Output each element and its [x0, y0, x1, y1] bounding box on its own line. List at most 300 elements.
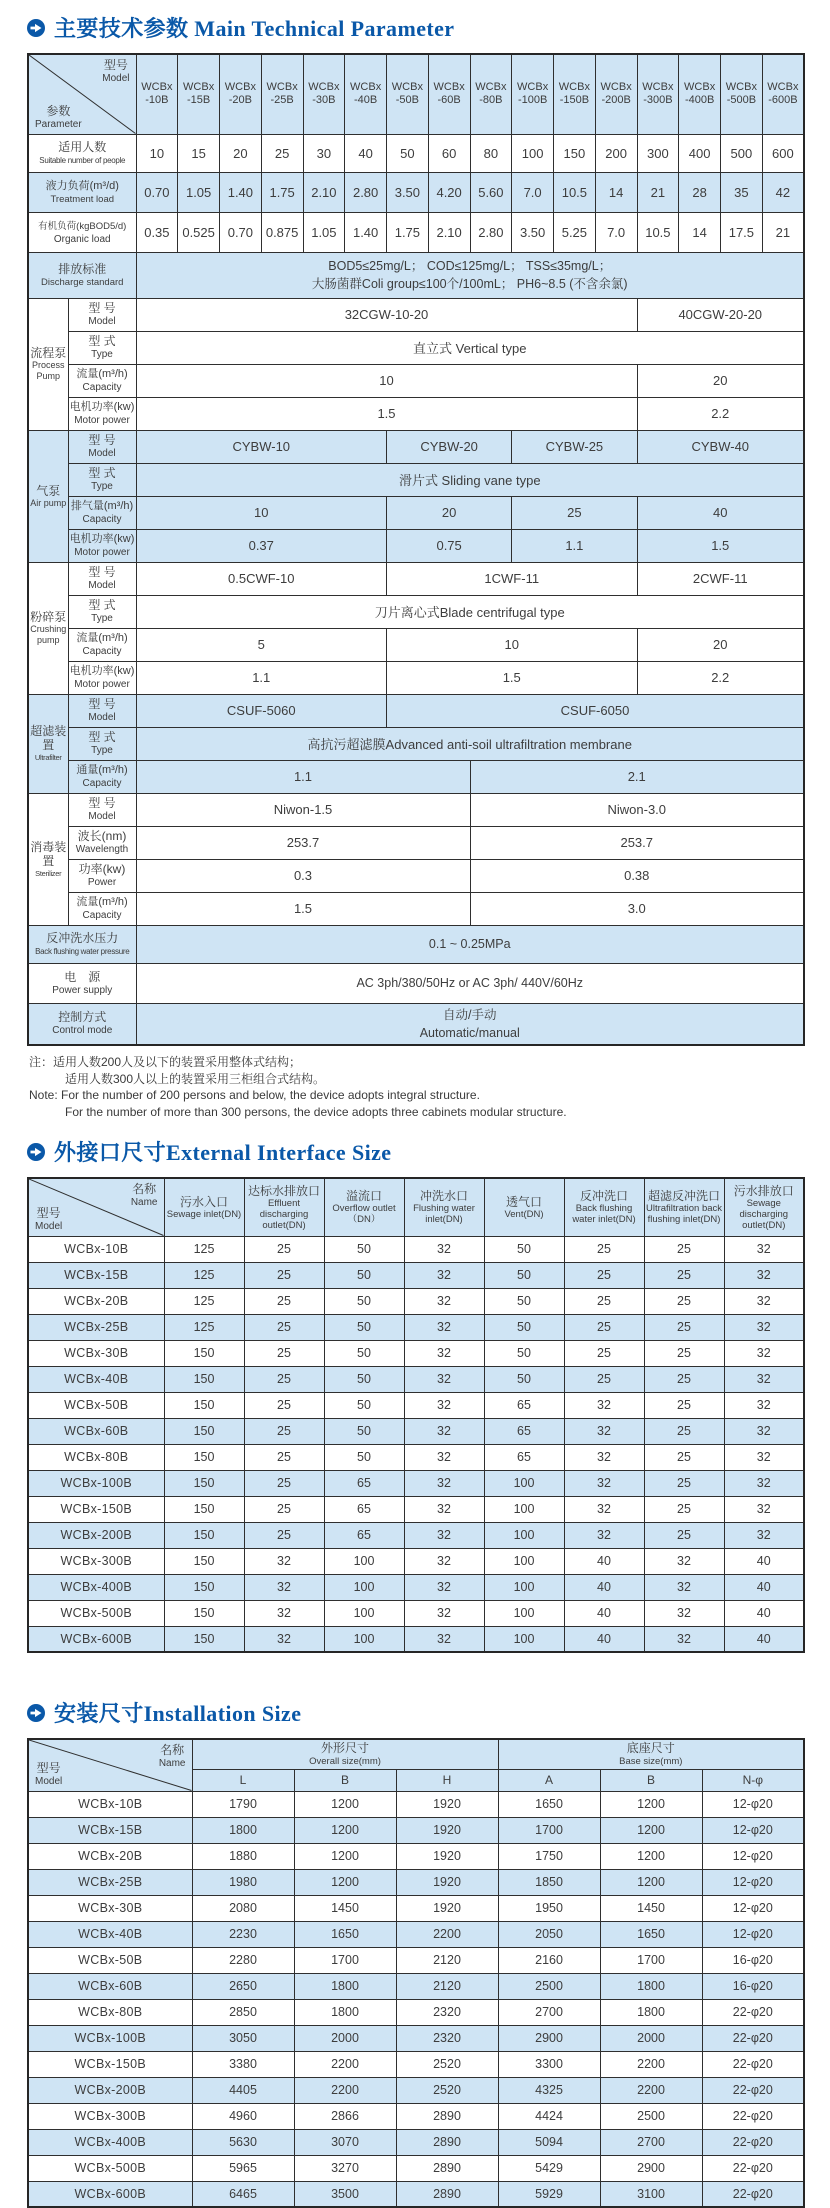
group-label-zh: 粉碎泵: [30, 610, 67, 624]
value-cell: 1.40: [220, 172, 262, 212]
table-row: [28, 1973, 804, 1999]
row-label-cell: [68, 859, 136, 892]
model-header-cell: [136, 54, 178, 134]
arrow-bullet-icon: [27, 1704, 45, 1722]
section-title-main: [27, 12, 805, 43]
model-header-cell: [220, 54, 262, 134]
value-cell: 25: [244, 1470, 324, 1496]
model-header-cell: [762, 54, 804, 134]
table-row: [28, 1470, 804, 1496]
row-label-en: Treatment load: [50, 193, 115, 205]
value-cell: 100: [512, 134, 554, 172]
value-cell: CYBW-10: [136, 430, 387, 463]
t2-corner-cell: [28, 1178, 164, 1236]
value-cell: 32: [644, 1600, 724, 1626]
value-cell: 150: [164, 1522, 244, 1548]
t2-header-zh: 达标水排放口: [247, 1183, 320, 1198]
value-cell: 25: [244, 1340, 324, 1366]
value-cell: 65: [484, 1418, 564, 1444]
t3-group-zh: 底座尺寸: [626, 1741, 675, 1756]
section-row: [28, 364, 804, 397]
value-cell: 1850: [498, 1869, 600, 1895]
value-cell: 32: [564, 1444, 644, 1470]
value-cell: 100: [484, 1470, 564, 1496]
value-cell: 25: [244, 1314, 324, 1340]
row-label-en: Suitable number of people: [39, 155, 126, 165]
footer-row: [28, 925, 804, 963]
corner-top-label: [159, 1743, 186, 1770]
model-name-cell: WCBx-50B: [28, 1392, 164, 1418]
row-label-zh: 反冲洗水压力: [46, 930, 119, 945]
row-label-cell: [28, 1003, 136, 1045]
table-row: [28, 1288, 804, 1314]
value-cell: 125: [164, 1236, 244, 1262]
model-suffix: -600B: [768, 94, 798, 107]
value-cell: 1650: [498, 1791, 600, 1817]
value-cell: 12-φ20: [702, 1921, 804, 1947]
value-cell: 3.50: [512, 212, 554, 252]
value-cell: 0.70: [220, 212, 262, 252]
t2-header-en: Ultrafiltration back flushing inlet(DN): [645, 1203, 723, 1226]
model-name-cell: WCBx-600B: [28, 2181, 192, 2207]
t2-header-en: Vent(DN): [504, 1208, 544, 1220]
value-cell: 32: [644, 1574, 724, 1600]
value-cell: 40: [564, 1574, 644, 1600]
value-cell: 25: [644, 1340, 724, 1366]
value-cell: 253.7: [470, 826, 804, 859]
value-cell: 2120: [396, 1947, 498, 1973]
value-cell: 50: [324, 1418, 404, 1444]
note-line: For the number of more than 300 persons, the device adopts three cabinets modular structure.: [65, 1104, 567, 1119]
value-cell: 32: [404, 1366, 484, 1392]
external-interface-table-body: [28, 1178, 804, 1652]
value-cell: 32: [564, 1522, 644, 1548]
value-cell: 1.05: [178, 172, 220, 212]
value-cell: 40CGW-20-20: [637, 298, 804, 331]
value-cell: 32: [404, 1340, 484, 1366]
corner-top-en: Name: [130, 1197, 158, 1208]
value-cell: 2200: [294, 2051, 396, 2077]
row-label-en: Type: [91, 745, 113, 756]
value-cell: 25: [644, 1262, 724, 1288]
section-row: [28, 595, 804, 628]
value-cell: 25: [564, 1288, 644, 1314]
table-row: [28, 1262, 804, 1288]
model-suffix: -60B: [437, 94, 461, 107]
value-cell: 32: [404, 1574, 484, 1600]
value-cell: 25: [244, 1366, 324, 1392]
row-label-en: Discharge standard: [41, 276, 124, 288]
row-label-cell: [68, 661, 136, 694]
value-cell: 40: [724, 1626, 804, 1652]
value-cell: 2500: [600, 2103, 702, 2129]
value-cell: 1200: [294, 1791, 396, 1817]
value-cell: 50: [324, 1392, 404, 1418]
table1-corner-cell: [28, 54, 136, 134]
section-title-installation: [27, 1697, 805, 1728]
value-cell: 10: [136, 134, 178, 172]
value-cell: 22-φ20: [702, 2181, 804, 2207]
value-cell: 2890: [396, 2129, 498, 2155]
t2-header-en: Overflow outlet （DN）: [332, 1203, 396, 1226]
section-row: [28, 562, 804, 595]
model-prefix: WCBx: [684, 81, 716, 94]
model-name-cell: WCBx-25B: [28, 1869, 192, 1895]
value-cell: 32: [724, 1470, 804, 1496]
value-cell: 1920: [396, 1895, 498, 1921]
footer-value-cell: [136, 925, 804, 963]
model-prefix: WCBx: [433, 81, 465, 94]
section-row: [28, 694, 804, 727]
section-row: [28, 397, 804, 430]
t3-group-en: Base size(mm): [619, 1756, 683, 1768]
value-cell: 125: [164, 1262, 244, 1288]
t3-sub-header-cell: B: [294, 1769, 396, 1791]
t2-header-en: Effluent discharging outlet(DN): [259, 1197, 309, 1231]
value-cell: 80: [470, 134, 512, 172]
section-row: [28, 892, 804, 925]
footer-value-cell: [136, 1003, 804, 1045]
t2-header-cell: [644, 1178, 724, 1236]
model-name-cell: WCBx-10B: [28, 1236, 164, 1262]
row-label-cell: [68, 397, 136, 430]
value-cell: 5929: [498, 2181, 600, 2207]
t2-header-cell: [564, 1178, 644, 1236]
row-label-en: Model: [88, 712, 116, 723]
value-cell: 5965: [192, 2155, 294, 2181]
value-cell: 100: [484, 1496, 564, 1522]
value-cell: 150: [164, 1366, 244, 1392]
value-cell: 150: [164, 1392, 244, 1418]
value-cell: 2320: [396, 1999, 498, 2025]
row-label-cell: [68, 628, 136, 661]
model-suffix: -500B: [726, 94, 757, 107]
corner-top-en: Name: [158, 1758, 186, 1769]
group-label-zh: 消毒装置: [30, 839, 67, 868]
row-label-zh: 通量(m³/h): [76, 764, 128, 776]
t2-header-zh: 反冲洗口: [579, 1189, 628, 1204]
group-label-cell: [28, 562, 68, 694]
value-cell: 14: [679, 212, 721, 252]
value-cell: 300: [637, 134, 679, 172]
value-cell: 12-φ20: [702, 1791, 804, 1817]
t2-header-en: Sewage inlet(DN): [166, 1208, 242, 1220]
row-label-en: Model: [88, 811, 116, 822]
value-cell: 0.70: [136, 172, 178, 212]
model-name-cell: WCBx-60B: [28, 1418, 164, 1444]
row-label-zh: 型 号: [88, 796, 116, 810]
value-cell: 150: [164, 1340, 244, 1366]
table-row: [28, 1791, 804, 1817]
model-prefix: WCBx: [767, 81, 799, 94]
section-title-text: 外接口尺寸External Interface Size: [54, 1140, 392, 1165]
model-suffix: -300B: [643, 94, 673, 107]
section-row: [28, 298, 804, 331]
row-label-cell: [68, 760, 136, 793]
value-cell: 2080: [192, 1895, 294, 1921]
row-label-zh: 有机负荷(kgBOD5/d): [38, 220, 127, 232]
value-cell: 32: [564, 1418, 644, 1444]
value-cell: 3050: [192, 2025, 294, 2051]
row-label-zh: 型 式: [88, 598, 116, 612]
main-technical-table-body: [28, 54, 804, 1045]
value-cell: 5.60: [470, 172, 512, 212]
row-label-en: Model: [88, 448, 116, 459]
row-label-cell: [68, 892, 136, 925]
footer-row: [28, 963, 804, 1003]
value-cell: 1920: [396, 1817, 498, 1843]
value-cell: 150: [164, 1496, 244, 1522]
value-cell: 150: [164, 1444, 244, 1470]
t2-header-cell: [484, 1178, 564, 1236]
corner-top-zh: 型号: [103, 58, 128, 72]
table-row: [28, 1496, 804, 1522]
value-cell: 25: [244, 1496, 324, 1522]
note-line: Note: For the number of 200 persons and below, the device adopts integral structure.: [29, 1088, 480, 1102]
value-cell: 1800: [600, 1999, 702, 2025]
section-row: [28, 628, 804, 661]
arrow-bullet-icon: [27, 19, 45, 37]
value-cell: 0.38: [470, 859, 804, 892]
value-cell: 32: [404, 1496, 484, 1522]
value-cell: 32: [404, 1288, 484, 1314]
value-cell: 10.5: [637, 212, 679, 252]
row-label-zh: 电机功率(kw): [69, 665, 135, 677]
table-row: [28, 1843, 804, 1869]
value-cell: 125: [164, 1288, 244, 1314]
main-technical-table: [27, 53, 805, 1046]
discharge-line: 大肠菌群Coli group≤100个/100mL； PH6~8.5 (不含余氯): [311, 277, 628, 291]
value-cell: 0.525: [178, 212, 220, 252]
value-cell: 1700: [600, 1947, 702, 1973]
value-cell: 40: [724, 1600, 804, 1626]
group-label-cell: [28, 430, 68, 562]
row-label-zh: 型 式: [88, 466, 116, 480]
model-name-cell: WCBx-80B: [28, 1444, 164, 1470]
value-cell: 4960: [192, 2103, 294, 2129]
group-label-zh: 超滤装置: [30, 724, 67, 752]
value-cell: 3500: [294, 2181, 396, 2207]
value-cell: 0.37: [136, 529, 387, 562]
value-cell: 25: [244, 1262, 324, 1288]
value-cell: CYBW-40: [637, 430, 804, 463]
t3-sub-header-cell: B: [600, 1769, 702, 1791]
t2-header-en: Sewage discharging outlet(DN): [739, 1197, 789, 1231]
t2-header-cell: [244, 1178, 324, 1236]
value-cell: 25: [644, 1444, 724, 1470]
row-label-cell: [68, 793, 136, 826]
value-cell: 50: [484, 1262, 564, 1288]
row-label-zh: 型 式: [88, 334, 116, 348]
corner-bottom-label: [35, 1206, 62, 1233]
model-name-cell: WCBx-80B: [28, 1999, 192, 2025]
value-cell: 4405: [192, 2077, 294, 2103]
t3-header-group-row: [28, 1739, 804, 1769]
value-cell: 32: [724, 1522, 804, 1548]
value-cell: 32: [404, 1548, 484, 1574]
row-label-en: Motor power: [74, 679, 130, 690]
value-cell: 22-φ20: [702, 2129, 804, 2155]
value-cell: 12-φ20: [702, 1843, 804, 1869]
t2-header-en: Flushing water inlet(DN): [413, 1203, 475, 1226]
row-label-zh: 型 号: [88, 565, 116, 579]
value-cell: 150: [164, 1418, 244, 1444]
value-cell: 3.0: [470, 892, 804, 925]
corner-bottom-en: Model: [35, 1775, 63, 1787]
model-name-cell: WCBx-15B: [28, 1262, 164, 1288]
t2-header-cell: [324, 1178, 404, 1236]
corner-bottom-label: [35, 104, 82, 131]
value-cell: 3100: [600, 2181, 702, 2207]
t3-group-zh: 外形尺寸: [321, 1741, 370, 1756]
value-cell: 150: [554, 134, 596, 172]
row-label-cell: [28, 134, 136, 172]
value-cell: 25: [244, 1522, 324, 1548]
value-cell: 25: [564, 1236, 644, 1262]
value-cell: 20: [220, 134, 262, 172]
table-row: [28, 1817, 804, 1843]
value-cell: 1.5: [387, 661, 638, 694]
value-cell: 10.5: [554, 172, 596, 212]
group-label-en: Process Pump: [31, 360, 65, 381]
model-name-cell: WCBx-100B: [28, 1470, 164, 1496]
model-header-cell: [261, 54, 303, 134]
footer-value-line: 自动/手动: [443, 1007, 497, 1022]
value-cell: 22-φ20: [702, 2155, 804, 2181]
value-cell: 50: [484, 1340, 564, 1366]
value-cell: 30: [303, 134, 345, 172]
value-cell: CYBW-20: [387, 430, 512, 463]
corner-top-label: [102, 58, 129, 85]
value-cell: 32: [404, 1470, 484, 1496]
section-row: [28, 331, 804, 364]
row-label-en: Capacity: [82, 382, 122, 393]
value-cell: 2CWF-11: [637, 562, 804, 595]
value-cell: 5094: [498, 2129, 600, 2155]
t2-header-cell: [404, 1178, 484, 1236]
row-label-en: Type: [91, 613, 113, 624]
value-cell: 200: [595, 134, 637, 172]
value-cell: 50: [387, 134, 429, 172]
table-row: [28, 2025, 804, 2051]
table-row: [28, 1314, 804, 1340]
value-cell: 32: [724, 1288, 804, 1314]
value-cell: 16-φ20: [702, 1947, 804, 1973]
value-cell: 1200: [294, 1869, 396, 1895]
value-cell: 2.10: [303, 172, 345, 212]
value-cell: 22-φ20: [702, 1999, 804, 2025]
table-row: [28, 1626, 804, 1652]
table-row: [28, 1444, 804, 1470]
value-cell: 65: [484, 1444, 564, 1470]
model-name-cell: WCBx-100B: [28, 2025, 192, 2051]
row-label-zh: 电机功率(kw): [69, 401, 135, 413]
t2-header-zh: 污水入口: [179, 1194, 228, 1209]
value-cell: 2000: [600, 2025, 702, 2051]
t3-corner-cell: [28, 1739, 192, 1791]
group-label-cell: [28, 298, 68, 430]
model-suffix: -150B: [559, 94, 590, 107]
value-cell: 22-φ20: [702, 2025, 804, 2051]
value-cell: 25: [644, 1236, 724, 1262]
value-cell: 3070: [294, 2129, 396, 2155]
row-label-en: Capacity: [82, 910, 122, 921]
row-label-cell: [68, 463, 136, 496]
value-cell: 32: [724, 1236, 804, 1262]
notes-block: [29, 1054, 805, 1120]
discharge-standard-row: [28, 252, 804, 298]
value-cell: 2500: [498, 1973, 600, 1999]
arrow-bullet-icon: [27, 1143, 45, 1161]
model-suffix: -10B: [145, 94, 169, 107]
row-label-zh: 流量(m³/h): [76, 896, 128, 908]
value-cell: 1450: [294, 1895, 396, 1921]
value-cell: 1920: [396, 1869, 498, 1895]
table-row: [28, 1418, 804, 1444]
value-cell: 7.0: [512, 172, 554, 212]
value-cell: 滑片式 Sliding vane type: [136, 463, 804, 496]
row-label-cell: [68, 430, 136, 463]
t3-sub-header-cell: A: [498, 1769, 600, 1791]
value-cell: 2.2: [637, 397, 804, 430]
value-cell: 3300: [498, 2051, 600, 2077]
value-cell: 0.875: [261, 212, 303, 252]
value-cell: 1.5: [637, 529, 804, 562]
value-cell: 4424: [498, 2103, 600, 2129]
t2-header-zh: 溢流口: [345, 1189, 382, 1204]
value-cell: 0.3: [136, 859, 470, 892]
value-cell: 32: [404, 1418, 484, 1444]
value-cell: 2120: [396, 1973, 498, 1999]
value-cell: 400: [679, 134, 721, 172]
value-cell: 12-φ20: [702, 1869, 804, 1895]
model-header-cell: [387, 54, 429, 134]
table-row: [28, 1548, 804, 1574]
value-cell: 25: [644, 1392, 724, 1418]
value-cell: 32: [724, 1418, 804, 1444]
value-cell: 150: [164, 1470, 244, 1496]
section-row: [28, 826, 804, 859]
group-label-zh: 气泵: [36, 483, 61, 498]
value-cell: 10: [136, 364, 637, 397]
value-cell: 1.1: [136, 661, 387, 694]
value-cell: 17.5: [721, 212, 763, 252]
value-cell: 1200: [600, 1791, 702, 1817]
value-cell: 14: [595, 172, 637, 212]
value-cell: 0.35: [136, 212, 178, 252]
value-cell: 32: [404, 1522, 484, 1548]
table-row: [28, 2051, 804, 2077]
value-cell: 1920: [396, 1791, 498, 1817]
value-cell: 25: [564, 1366, 644, 1392]
value-cell: 1200: [600, 1843, 702, 1869]
value-cell: 100: [324, 1548, 404, 1574]
table-row: [28, 2077, 804, 2103]
row-label-zh: 流量(m³/h): [76, 368, 128, 380]
model-header-cell: [428, 54, 470, 134]
group-label-cell: [28, 793, 68, 925]
value-cell: 5429: [498, 2155, 600, 2181]
model-prefix: WCBx: [308, 81, 340, 94]
value-cell: 12-φ20: [702, 1817, 804, 1843]
value-cell: 150: [164, 1548, 244, 1574]
value-cell: 刀片离心式Blade centrifugal type: [136, 595, 804, 628]
value-cell: 32: [244, 1548, 324, 1574]
model-prefix: WCBx: [475, 81, 507, 94]
value-cell: 65: [324, 1496, 404, 1522]
row-label-cell: [68, 562, 136, 595]
value-cell: 2890: [396, 2181, 498, 2207]
